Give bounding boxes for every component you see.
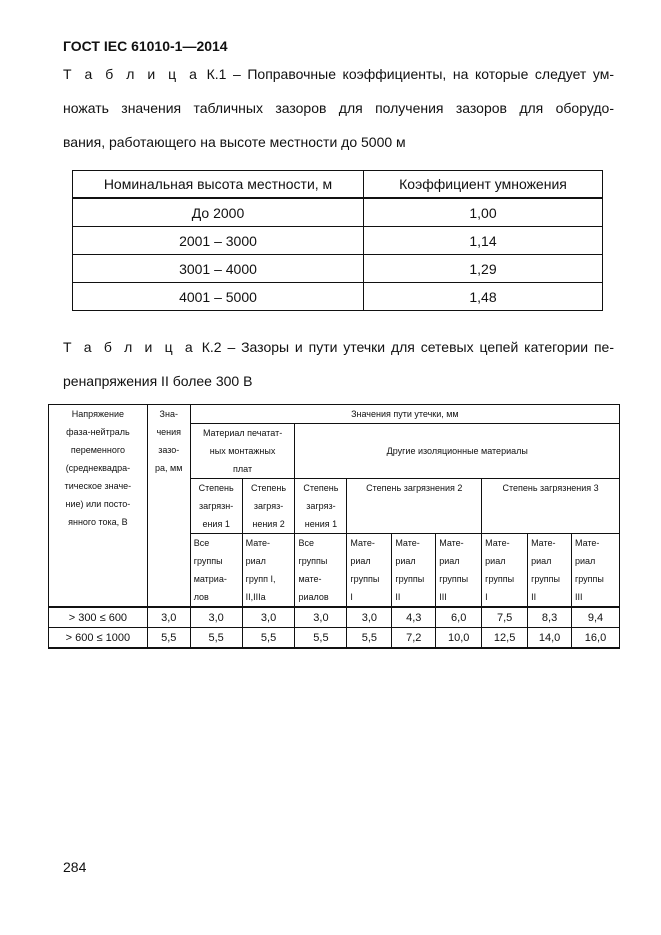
- table2-group-header: Мате- риал группы III: [436, 534, 482, 608]
- table2-caption-label: Т а б л и ц а: [63, 339, 196, 355]
- table1-cell: 1,14: [364, 227, 603, 255]
- table2-group-header: Мате- риал группы II: [392, 534, 436, 608]
- table2-header-pd2-other: Степень загрязнения 2: [347, 479, 482, 534]
- table2-header-pd3-other: Степень загрязнения 3: [482, 479, 620, 534]
- table2-cell: 4,3: [392, 607, 436, 628]
- table2-cell: 5,5: [295, 628, 347, 649]
- table1-cell: 1,48: [364, 283, 603, 311]
- table1-header-altitude: Номинальная высота местности, м: [73, 171, 364, 199]
- table1-caption: [63, 64, 614, 166]
- table2-header-voltage: Напряжение фаза-нейтраль переменного (среднеквадра- тическое значе- ние) или посто- янного тока, В: [49, 405, 148, 608]
- table2-cell: 3,0: [242, 607, 295, 628]
- table2-cell: 5,5: [347, 628, 392, 649]
- table2-cell: 8,3: [528, 607, 572, 628]
- table1-caption-line-3: вания, работающего на высоте местности до 5000 м: [63, 134, 406, 150]
- table1-cell: До 2000: [73, 198, 364, 227]
- table2-header-pd1-pcb: Степень загрязн- ения 1: [190, 479, 242, 534]
- table-row: [73, 283, 603, 311]
- table2-cell: 5,5: [190, 628, 242, 649]
- altitude-correction-table: [72, 170, 603, 311]
- table2-caption-line-1: Т а б л и ц а К.2 – Зазоры и пути утечки для сетевых цепей категории пе-: [63, 339, 614, 355]
- table1-cell: 1,29: [364, 255, 603, 283]
- table2-group-header: Все группы матриа- лов: [190, 534, 242, 608]
- table2-cell: 5,5: [147, 628, 190, 649]
- table2-group-header: Мате- риал группы I: [347, 534, 392, 608]
- table2-caption: [63, 337, 614, 405]
- table1-caption-line-2: ножать значения табличных зазоров для получения зазоров для оборудо-: [63, 100, 614, 116]
- table2-group-header: Мате- риал группы III: [572, 534, 620, 608]
- table-row: [49, 628, 620, 649]
- table2-group-header: Мате- риал группы II: [528, 534, 572, 608]
- table2-cell: 9,4: [572, 607, 620, 628]
- table-row: [73, 198, 603, 227]
- page-number: 284: [63, 859, 87, 875]
- table2-header-other-materials: Другие изоляционные материалы: [295, 424, 620, 479]
- table2-caption-line-2: ренапряжения II более 300 В: [63, 373, 253, 389]
- table2-cell: 6,0: [436, 607, 482, 628]
- table-row: [73, 255, 603, 283]
- table2-cell: 7,2: [392, 628, 436, 649]
- table2-group-header: Мате- риал группы I: [482, 534, 528, 608]
- table2-header-clearance: Зна- чения зазо- ра, мм: [147, 405, 190, 608]
- table2-cell: 3,0: [347, 607, 392, 628]
- table2-cell: > 300 ≤ 600: [49, 607, 148, 628]
- table2-cell: 14,0: [528, 628, 572, 649]
- table2-cell: 7,5: [482, 607, 528, 628]
- table-row: [49, 607, 620, 628]
- table2-header-creepage: Значения пути утечки, мм: [190, 405, 619, 424]
- clearance-creepage-table: [48, 404, 620, 649]
- table1-header-factor: Коэффициент умножения: [364, 171, 603, 199]
- table1-cell: 1,00: [364, 198, 603, 227]
- table2-group-header: Мате- риал групп I, II,IIIа: [242, 534, 295, 608]
- table1-caption-label: Т а б л и ц а: [63, 66, 201, 82]
- table2-cell: 3,0: [190, 607, 242, 628]
- table1-cell: 3001 – 4000: [73, 255, 364, 283]
- table2-cell: 12,5: [482, 628, 528, 649]
- table2-cell: > 600 ≤ 1000: [49, 628, 148, 649]
- table2-cell: 3,0: [295, 607, 347, 628]
- table2-cell: 16,0: [572, 628, 620, 649]
- table1-cell: 4001 – 5000: [73, 283, 364, 311]
- table2-cell: 5,5: [242, 628, 295, 649]
- table1-caption-line-1: Т а б л и ц а К.1 – Поправочные коэффициенты, на которые следует ум-: [63, 66, 615, 82]
- table2-group-header: Все группы мате- риалов: [295, 534, 347, 608]
- table2-header-pd1-other: Степень загряз- нения 1: [295, 479, 347, 534]
- document-header: ГОСТ IEC 61010-1—2014: [63, 38, 228, 54]
- table2-cell: 3,0: [147, 607, 190, 628]
- table2-cell: 10,0: [436, 628, 482, 649]
- table-row: [73, 227, 603, 255]
- table2-header-pcb: Материал печатат- ных монтажных плат: [190, 424, 295, 479]
- table2-header-pd2-pcb: Степень загряз- нения 2: [242, 479, 295, 534]
- table1-cell: 2001 – 3000: [73, 227, 364, 255]
